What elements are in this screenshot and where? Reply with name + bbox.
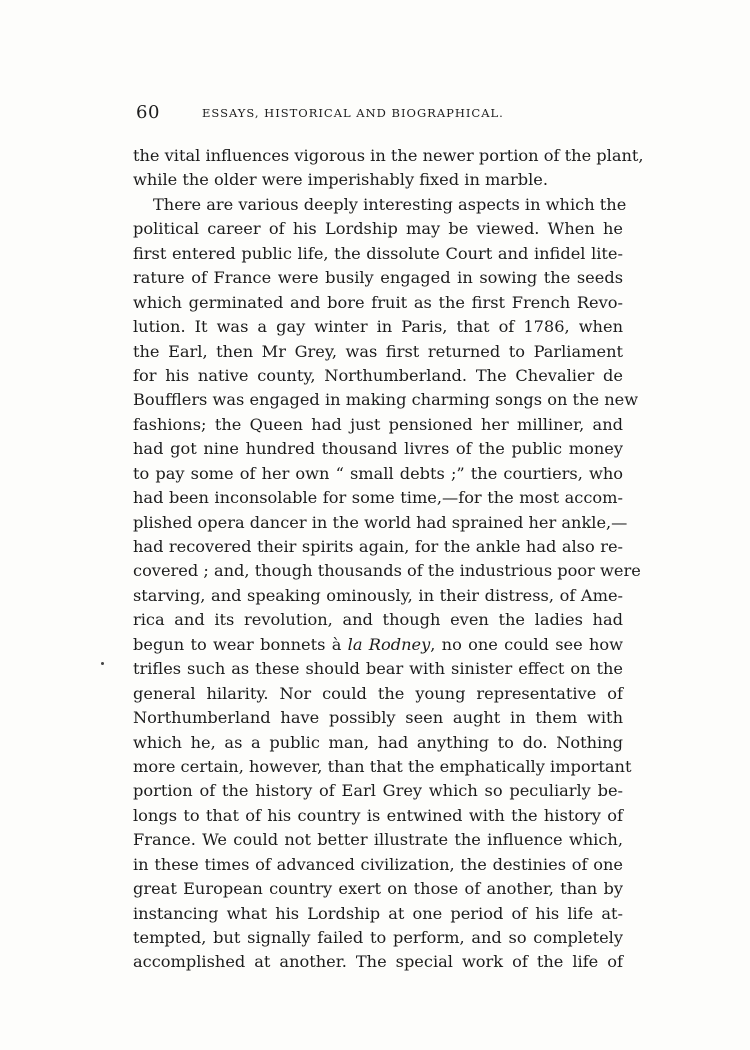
running-head: [132, 102, 624, 128]
text-line: first entered public life, the dissolute Court and infidel lite-: [133, 243, 623, 263]
text-line: begun to wear bonnets à la Rodney, no one could see how: [133, 634, 623, 654]
text-line: tempted, but signally failed to perform, and so completely: [133, 928, 623, 947]
text-line: plished opera dancer in the world had sprained her ankle,—: [133, 512, 628, 532]
text-line: political career of his Lordship may be viewed. When he: [133, 219, 623, 239]
text-line: while the older were imperishably fixed in marble.: [133, 170, 549, 190]
text-line: the vital influences vigorous in the newer portion of the plant,: [133, 146, 644, 165]
text-line: instancing what his Lordship at one period of his life at-: [133, 903, 623, 923]
text-line: which germinated and bore fruit as the first French Revo-: [133, 292, 623, 312]
page-number: 60: [136, 102, 160, 123]
text-line: more certain, however, than that the emphatically important: [133, 756, 632, 776]
text-line: had recovered their spirits again, for the ankle had also re-: [133, 537, 623, 556]
text-line: in these times of advanced civilization, the destinies of one: [133, 854, 623, 874]
paragraph-first-line: There are various deeply interesting aspects in which the: [153, 194, 627, 214]
text-line: had been inconsolable for some time,—for the most accom-: [133, 488, 623, 508]
running-title: ESSAYS, HISTORICAL AND BIOGRAPHICAL.: [202, 106, 504, 120]
text-line: longs to that of his country is entwined with the history of: [133, 805, 623, 825]
text-line: to pay some of her own “ small debts ;” the courtiers, who: [133, 463, 623, 483]
text-line: Northumberland have possibly seen aught in them with: [133, 708, 623, 728]
text-line: had got nine hundred thousand livres of the public money: [133, 439, 623, 459]
body-text: [133, 144, 644, 975]
text-line: France. We could not better illustrate the influence which,: [133, 830, 623, 850]
text-line: portion of the history of Earl Grey which so peculiarly be-: [133, 781, 623, 801]
text-line: trifles such as these should bear with sinister effect on the: [133, 659, 623, 679]
text-line: starving, and speaking ominously, in their distress, of Ame-: [133, 585, 623, 605]
text-line: the Earl, then Mr Grey, was first returned to Parliament: [133, 341, 623, 361]
print-speck: [101, 662, 104, 665]
text-line: general hilarity. Nor could the young representative of: [133, 683, 623, 703]
text-line: for his native county, Northumberland. The Chevalier de: [133, 365, 623, 385]
text-line: great European country exert on those of another, than by: [133, 879, 623, 899]
text-line: fashions; the Queen had just pensioned her milliner, and: [133, 414, 623, 434]
text-line: rature of France were busily engaged in sowing the seeds: [133, 268, 623, 288]
text-line: which he, as a public man, had anything to do. Nothing: [133, 732, 623, 752]
text-line: accomplished at another. The special work of the life of: [133, 952, 623, 972]
text-line: lution. It was a gay winter in Paris, that of 1786, when: [133, 317, 623, 337]
text-line: rica and its revolution, and though even the ladies had: [133, 610, 623, 630]
text-line: covered ; and, though thousands of the industrious poor were: [133, 561, 641, 581]
text-line: Boufflers was engaged in making charming songs on the new: [133, 390, 639, 410]
